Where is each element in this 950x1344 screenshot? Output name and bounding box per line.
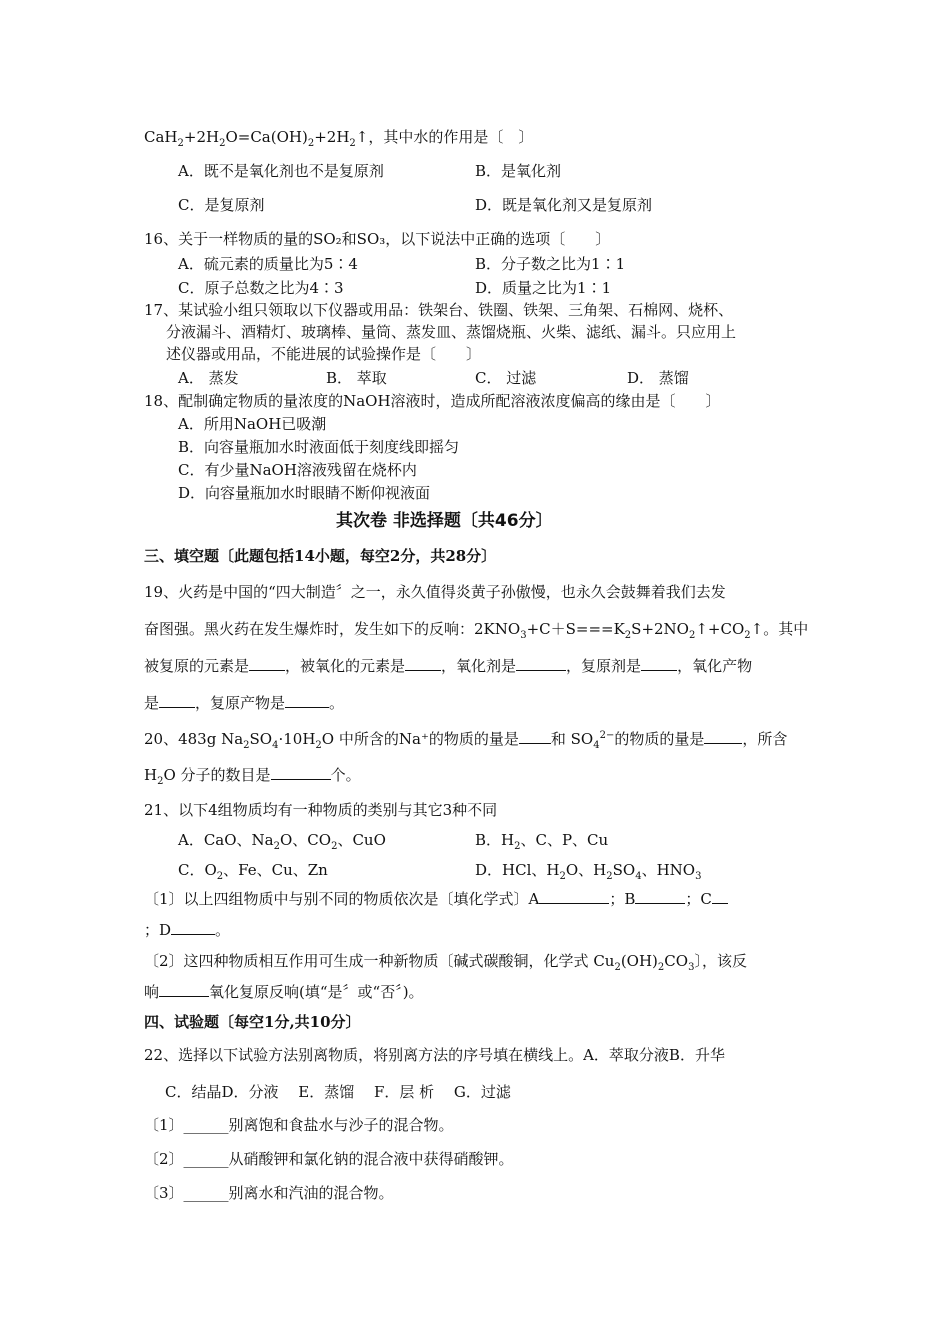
q20-line1: 20、483g $Na_2SO_4\cdot 10H_2O$ 中所含的Na⁺的物质的量是 和 $SO_4^{2-}$的物质的量是 ，所含 [144, 730, 788, 751]
q15-stem: $CaH_2+2H_2O=Ca(OH)_2+2H_2↑$，其中水的作用是〔 〕 [144, 128, 534, 149]
q19-line4-start: 是 [144, 694, 160, 712]
q21-option-a[interactable]: A．CaO、$Na_2O$、$CO_2$、CuO [178, 831, 386, 852]
q20-text-4: 分子的数目是 [180, 766, 271, 784]
q21-sub1-b: ；B [609, 890, 636, 908]
q22-item-2[interactable]: 〔2〕______从硝酸钾和氯化钠的混合液中获得硝酸钾。 [144, 1150, 514, 1168]
q19-label-reduction-product: ，复原产物是 [195, 694, 286, 712]
q16-option-a[interactable]: A．硫元素的质量比为5∶4 [178, 255, 358, 273]
q19-line3 [144, 656, 752, 676]
q19-line1: 19、火药是中国的“四大制造〞之一，永久值得炎黄子孙傲慢，也永久会鼓舞着我们去发 [144, 583, 726, 601]
q17-option-c[interactable]: C． 过滤 [475, 369, 537, 387]
q20-line2: $H_2O$ 分子的数目是 个。 [144, 766, 361, 787]
q19-blank-1[interactable] [249, 656, 285, 671]
q15-stem-tail: ，其中水的作用是〔 〕 [368, 128, 534, 146]
q17-option-b[interactable]: B． 萃取 [326, 369, 387, 387]
q18-option-b[interactable]: B．向容量瓶加水时液面低于刻度线即摇匀 [178, 438, 460, 456]
q20-text-2: 的物质的量是 [614, 730, 705, 748]
q19-blank-3[interactable] [516, 656, 566, 671]
q18-option-a[interactable]: A．所用NaOH已吸潮 [178, 415, 327, 433]
q19-label-reduced-element: 被复原的元素是 [144, 657, 250, 675]
q16-option-b[interactable]: B．分子数之比为1∶1 [475, 255, 626, 273]
q20-text-and: 和 [550, 730, 566, 748]
q21-sub1-text: 〔1〕以上四组物质中与别不同的物质依次是〔填化学式〕A [144, 890, 540, 908]
q20-blank-3[interactable] [271, 765, 331, 780]
q17-option-a[interactable]: A． 蒸发 [178, 369, 239, 387]
q20-text-5: 个。 [330, 766, 361, 784]
q21-option-d[interactable]: D．HCl、$H_2O$、$H_2SO_4$、$HNO_3$ [475, 861, 702, 882]
q17-option-d[interactable]: D． 蒸馏 [627, 369, 689, 387]
q17-stem-line2: 分液漏斗、酒精灯、玻璃棒、量筒、蒸发皿、蒸馏烧瓶、火柴、滤纸、漏斗。只应用上 [166, 323, 737, 341]
q21-sub1-line1 [144, 889, 728, 909]
q21-stem: 21、以下4组物质均有一种物质的类别与其它3种不同 [144, 801, 498, 819]
part2-title: 其次卷 非选择题〔共46分〕 [336, 511, 553, 531]
q22-stem: 22、选择以下试验方法别离物质，将别离方法的序号填在横线上。A．萃取分液B．升华 [144, 1046, 725, 1064]
q16-option-d[interactable]: D．质量之比为1∶1 [475, 279, 612, 297]
q21-blank-b[interactable] [635, 889, 685, 904]
q18-option-c[interactable]: C．有少量NaOH溶液残留在烧杯内 [178, 461, 417, 479]
section4-title: 四、试验题〔每空1分,共10分〕 [144, 1013, 361, 1031]
q19-blank-2[interactable] [405, 656, 441, 671]
q19-equation: $2KNO_3+C+S===K_2S+2NO_2↑+CO_2↑$ [474, 620, 764, 641]
q20-blank-1[interactable] [519, 729, 551, 744]
q22-item-3[interactable]: 〔3〕______别离水和汽油的混合物。 [144, 1184, 394, 1202]
q19-blank-6[interactable] [285, 693, 329, 708]
q15-option-b[interactable]: B．是氧化剂 [475, 162, 562, 180]
section3-title: 三、填空题〔此题包括14小题，每空2分，共28分〕 [144, 547, 497, 565]
q21-sub2-end: 氧化复原反响(填“是〞或“否〞)。 [209, 983, 424, 1001]
q15-option-a[interactable]: A．既不是氧化剂也不是复原剂 [178, 162, 384, 180]
q22-item-1[interactable]: 〔1〕______别离饱和食盐水与沙子的混合物。 [144, 1116, 454, 1134]
q19-line4 [144, 693, 344, 713]
q21-sub1-c: ；C [685, 890, 712, 908]
q19-line4-end: 。 [329, 694, 345, 712]
q21-blank-c[interactable] [712, 889, 728, 904]
q19-line2 [144, 619, 808, 639]
q19-label-oxidation-product: ，氧化产物 [677, 657, 753, 675]
q21-blank-d[interactable] [171, 920, 215, 935]
q19-label-oxidized-element: ，被氧化的元素是 [285, 657, 406, 675]
q20-blank-2[interactable] [704, 729, 742, 744]
q19-label-reductant: ，复原剂是 [566, 657, 642, 675]
q21-sub2-line2 [144, 982, 424, 1002]
q21-sub2-line1: 〔2〕这四种物质相互作用可生成一种新物质〔碱式碳酸铜，化学式 $Cu_2(OH)_2CO_3$〕，该反 [144, 952, 747, 973]
q21-sub2-text: 〔2〕这四种物质相互作用可生成一种新物质〔碱式碳酸铜，化学式 [144, 952, 589, 970]
q18-stem: 18、配制确定物质的量浓度的NaOH溶液时，造成所配溶液浓度偏高的缘由是〔 〕 [144, 392, 721, 410]
q21-sub1-end: 。 [215, 921, 231, 939]
q16-stem: 16、关于一样物质的量的SO₂和SO₃，以下说法中正确的选项〔 〕 [144, 230, 611, 248]
q21-blank-a[interactable] [539, 889, 609, 904]
q16-option-c[interactable]: C．原子总数之比为4∶3 [178, 279, 344, 297]
q15-option-d[interactable]: D．既是氧化剂又是复原剂 [475, 196, 653, 214]
q15-option-c[interactable]: C．是复原剂 [178, 196, 265, 214]
q20-text-1: 中所含的Na⁺的物质的量是 [338, 730, 519, 748]
q19-line2-tail: 。其中 [763, 620, 809, 638]
q17-stem-line1: 17、某试验小组只领取以下仪器或用品：铁架台、铁圈、铁架、三角架、石棉网、烧杯、 [144, 301, 734, 319]
q21-option-b[interactable]: B．$H_2$、C、P、Cu [475, 831, 609, 852]
q19-blank-4[interactable] [641, 656, 677, 671]
q19-line2-text: 奋图强。黑火药在发生爆炸时，发生如下的反响： [144, 620, 475, 638]
q22-options: C．结晶D．分液 E．蒸馏 F．层 析 G．过滤 [165, 1083, 511, 1101]
q19-label-oxidant: ，氧化剂是 [441, 657, 517, 675]
q17-stem-line3: 述仪器或用品，不能进展的试验操作是〔 〕 [166, 345, 482, 363]
q21-sub1-line2 [144, 920, 230, 940]
q21-sub2-tail: 〕，该反 [694, 952, 747, 970]
q21-option-c[interactable]: C．$O_2$、Fe、Cu、Zn [178, 861, 328, 882]
q21-sub1-d: ；D [144, 921, 172, 939]
q21-blank-e[interactable] [159, 982, 209, 997]
q20-text-3: ，所含 [742, 730, 788, 748]
q19-blank-5[interactable] [159, 693, 195, 708]
q18-option-d[interactable]: D．向容量瓶加水时眼睛不断仰视液面 [178, 484, 431, 502]
q21-sub2-start: 响 [144, 983, 160, 1001]
